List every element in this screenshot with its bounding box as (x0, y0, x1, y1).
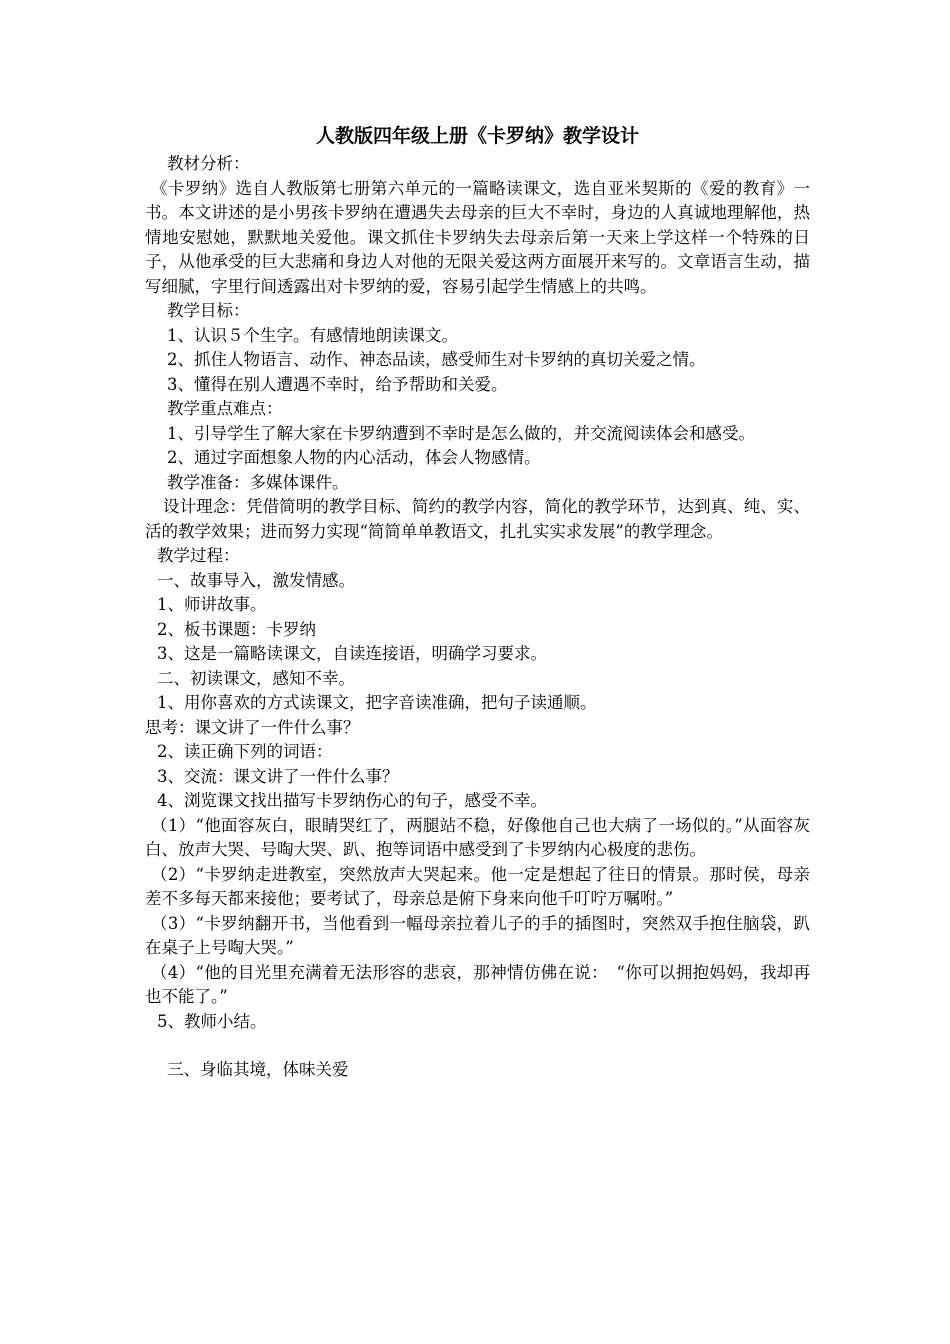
goal-item-3: 3、懂得在别人遭遇不幸时，给予帮助和关爱。 (167, 374, 508, 394)
process-step-1-heading: 一、故事导入，激发情感。 (157, 570, 355, 590)
quote-paragraph-2: （2）“卡罗纳走进教室，突然放声大哭起来。他一定是想起了往日的情景。那时侯，母亲差不多每天都来接他；要考试了，母亲总是俯下身来向他千叮咛万嘱咐。” (145, 864, 810, 908)
process-item: 3、这是一篇略读课文，自读连接语，明确学习要求。 (157, 644, 547, 663)
analysis-paragraph: 《卡罗纳》选自人教版第七册第六单元的一篇略读课文，选自亚米契斯的《爱的教育》一书。本文讲述的是小男孩卡罗纳在遭遇失去母亲的巨大不幸时，身边的人真诚地理解他，热情地安慰她，默默地关爱他。课文抓住卡罗纳失去母亲后第一天来上学这样一个特殊的日子，从他承受的巨大悲痛和身边人对他的无限关爱这两方面展开来写的。文章语言生动，描写细腻，字里行间透露出对卡罗纳的爱，容易引起学生情感上的共鸣。 (145, 178, 810, 296)
process-step-2-heading: 二、初读课文，感知不幸。 (157, 668, 355, 688)
key-point-1: 1、引导学生了解大家在卡罗纳遭到不幸时是怎么做的，并交流阅读体会和感受。 (167, 423, 755, 443)
section-heading-goals: 教学目标： (167, 301, 250, 320)
process-item: 3、交流：课文讲了一件什么事？ (157, 766, 399, 786)
process-step-3-heading: 三、身临其境，体味关爱 (167, 1060, 349, 1079)
section-heading-analysis: 教材分析： (167, 154, 250, 173)
process-item: 5、教师小结。 (157, 1011, 267, 1031)
process-item: 1、师讲故事。 (157, 595, 267, 614)
process-item: 1、用你喜欢的方式读课文，把字音读准确，把句子读通顺。 (157, 693, 597, 712)
process-item: 2、板书课题：卡罗纳 (157, 619, 316, 639)
quote-paragraph-1: （1）“他面容灰白，眼睛哭红了，两腿站不稳，好像他自己也大病了一场似的。”从面容灰白、放声大哭、号啕大哭、趴、抱等词语中感受到了卡罗纳内心极度的悲伤。 (145, 815, 810, 859)
goal-item-2: 2、抓住人物语言、动作、神态品读，感受师生对卡罗纳的真切关爱之情。 (167, 350, 706, 369)
key-point-2: 2、通过字面想象人物的内心活动，体会人物感情。 (167, 448, 541, 467)
section-heading-key-points: 教学重点难点： (167, 399, 283, 418)
quote-paragraph-4: （4）“他的目光里充满着无法形容的悲哀，那神情仿佛在说： “你可以拥抱妈妈，我却再也不能了。” (145, 962, 810, 1006)
process-item: 思考：课文讲了一件什么事？ (145, 717, 360, 737)
preparation-line: 教学准备：多媒体课件。 (167, 472, 349, 492)
section-heading-process: 教学过程： (157, 546, 240, 565)
document-title: 人教版四年级上册《卡罗纳》教学设计 (315, 125, 639, 147)
goal-item-1: 1、认识５个生字。有感情地朗读课文。 (167, 325, 458, 345)
quote-paragraph-3: （3）“卡罗纳翻开书，当他看到一幅母亲拉着儿子的手的插图时，突然双手抱住脑袋，趴在桌子上号啕大哭。” (145, 913, 810, 957)
design-concept-paragraph: 设计理念：凭借简明的教学目标、简约的教学内容，简化的教学环节，达到真、纯、实、活的教学效果；进而努力实现“简简单单教语文，扎扎实实求发展”的教学理念。 (145, 497, 810, 541)
process-item: 2、读正确下列的词语： (157, 742, 333, 761)
blank-line (145, 1034, 810, 1058)
document-body (145, 120, 810, 1083)
process-item: 4、浏览课文找出描写卡罗纳伤心的句子，感受不幸。 (157, 791, 547, 810)
